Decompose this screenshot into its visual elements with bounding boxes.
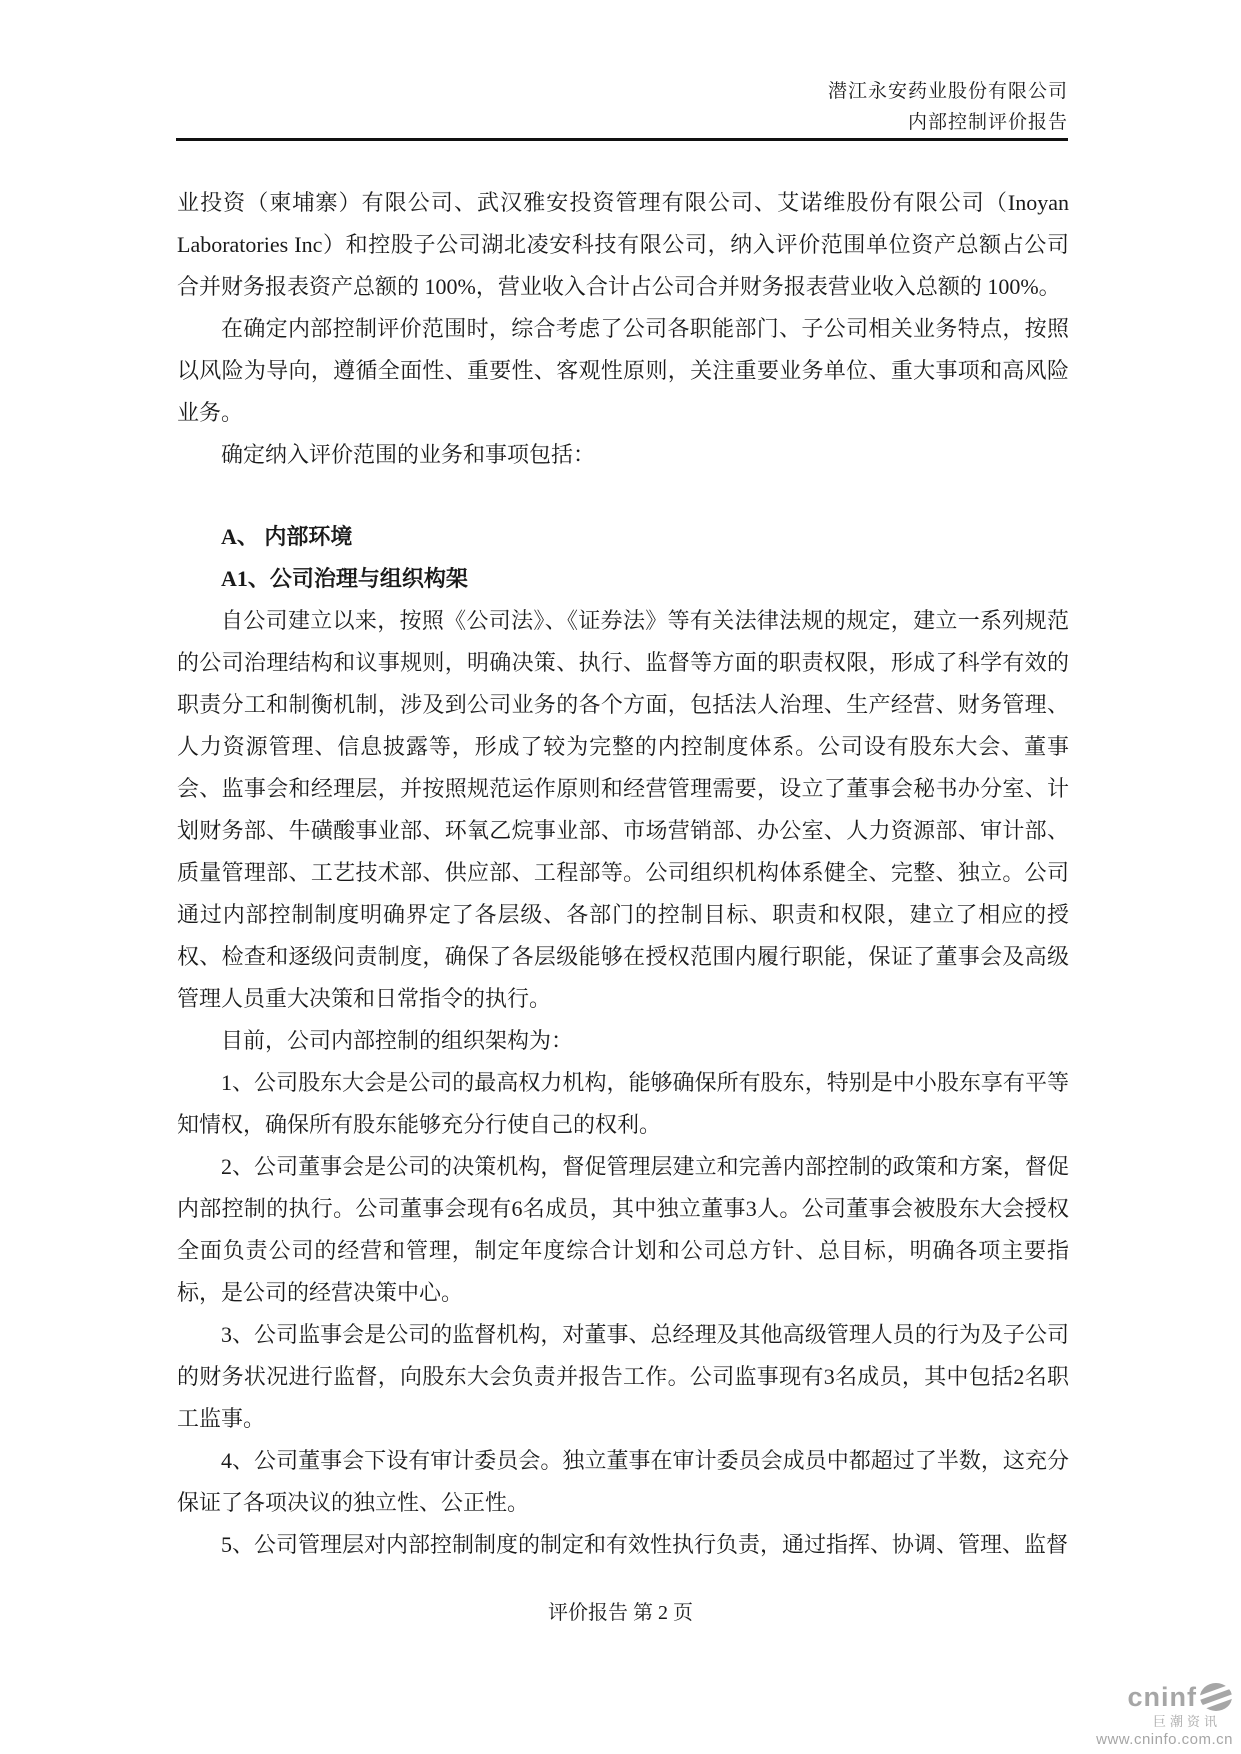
cninfo-logo-row [1053,1682,1233,1712]
header-report-title: 内部控制评价报告 [907,112,1068,133]
heading-governance-structure: A1、公司治理与组织构架 [221,566,468,591]
paragraph-governance: 自公司建立以来，按照《公司法》、《证券法》等有关法律法规的规定，建立一系列规范的公司治理结构和议事规则，明确决策、执行、监督等方面的职责权限，形成了科学有效的职责分工和制衡机制，涉及到公司业务的各个方面，包括法人治理、生产经营、财务管理、人力资源管理、信息披露等，形成了较为完整的内控制度体系。公司设有股东大会、董事会、监事会和经理层，并按照规范运作原则和经营管理需要，设立了董事会秘书办分室、计划财务部、牛磺酸事业部、环氧乙烷事业部、市场营销部、办公室、人力资源部、审计部、质量管理部、工艺技术部、供应部、工程部等。公司组织机构体系健全、完整、独立。公司通过内部控制制度明确界定了各层级、各部门的控制目标、职责和权限，建立了相应的授权、检查和逐级问责制度，确保了各层级能够在授权范围内履行职能，保证了董事会及高级管理人员重大决策和日常指令的执行。 [177,608,1069,1011]
paragraph-item-3-supervisors: 3、公司监事会是公司的监督机构，对董事、总经理及其他高级管理人员的行为及子公司的财务状况进行监督，向股东大会负责并报告工作。公司监事现有3名成员，其中包括2名职工监事。 [177,1322,1069,1431]
heading-internal-environment: A、 内部环境 [221,524,353,549]
cninfo-wordmark: cninf [1127,1681,1197,1712]
paragraph-continuation: 业投资（柬埔寨）有限公司、武汉雅安投资管理有限公司、艾诺维股份有限公司（Inoyan Laboratories Inc）和控股子公司湖北凌安科技有限公司，纳入评价范围单位资产总额占公司合并财务报表资产总额的 100%，营业收入合计占公司合并财务报表营业收入总额的 100%。 [177,190,1069,299]
page-header [828,76,1068,138]
paragraph-item-2-board: 2、公司董事会是公司的决策机构，督促管理层建立和完善内部控制的政策和方案，督促内部控制的执行。公司董事会现有6名成员，其中独立董事3人。公司董事会被股东大会授权全面负责公司的经营和管理，制定年度综合计划和公司总方针、总目标，明确各项主要指标，是公司的经营决策中心。 [177,1154,1069,1305]
cninfo-logo [1053,1682,1233,1747]
header-divider [176,138,1068,141]
cninfo-site-name: 巨潮资讯 [1152,1714,1221,1729]
header-company-name: 潜江永安药业股份有限公司 [827,81,1068,102]
paragraph-scope-intro: 确定纳入评价范围的业务和事项包括： [221,442,596,467]
page-footer [0,1600,1241,1626]
globe-icon [1199,1682,1233,1712]
document-body [177,182,1069,1566]
paragraph-scope: 在确定内部控制评价范围时，综合考虑了公司各职能部门、子公司相关业务特点，按照以风险为导向，遵循全面性、重要性、客观性原则，关注重要业务单位、重大事项和高风险业务。 [177,316,1069,425]
paragraph-org-structure-intro: 目前，公司内部控制的组织架构为： [221,1028,574,1053]
cninfo-site-url: www.cninfo.com.cn [1096,1731,1233,1748]
paragraph-item-1-shareholders: 1、公司股东大会是公司的最高权力机构，能够确保所有股东，特别是中小股东享有平等知情权，确保所有股东能够充分行使自己的权利。 [177,1070,1069,1137]
footer-page-label: 评价报告 第 2 页 [548,1602,693,1624]
paragraph-item-5-management: 5、公司管理层对内部控制制度的制定和有效性执行负责，通过指挥、协调、管理、监督 [221,1532,1069,1557]
paragraph-item-4-audit-committee: 4、公司董事会下设有审计委员会。独立董事在审计委员会成员中都超过了半数，这充分保证了各项决议的独立性、公正性。 [177,1448,1069,1515]
